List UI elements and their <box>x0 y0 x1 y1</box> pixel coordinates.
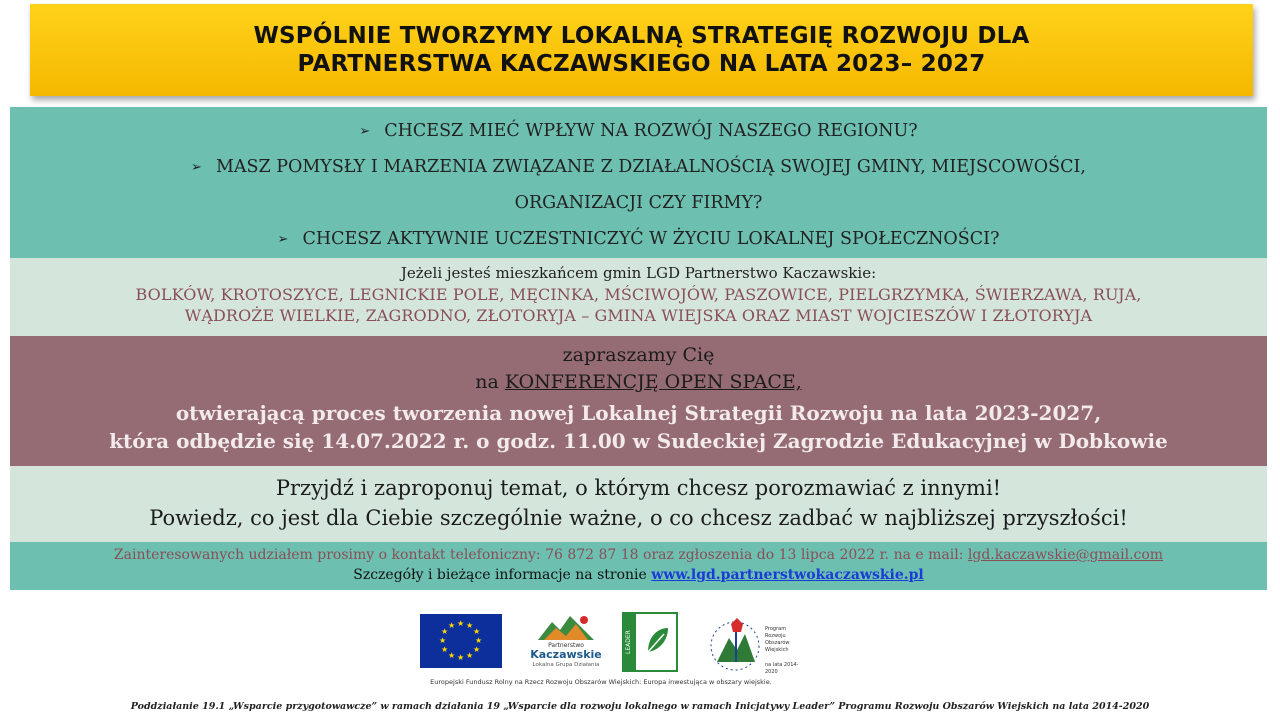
title-banner <box>30 4 1253 96</box>
invite-line-2 <box>10 371 1267 393</box>
question-2-text: MASZ POMYSŁY I MARZENIA ZWIĄZANE Z DZIAŁALNOŚCIĄ SWOJEJ GMINY, MIEJSCOWOŚCI, <box>215 157 1086 177</box>
pk-small-text: Partnerstwo <box>548 642 584 649</box>
question-2-continuation: ORGANIZACJI CZY FIRMY? <box>514 193 763 213</box>
encourage-panel <box>10 466 1267 542</box>
question-3-text: CHCESZ AKTYWNIE UCZESTNICZYĆ W ŻYCIU LOKALNEJ SPOŁECZNOŚCI? <box>302 229 1000 249</box>
contact-text: Zainteresowanych udziałem prosimy o kontakt telefoniczny: 76 872 87 18 oraz zgłoszenia do 13 lipca 2022 r. na e mail: <box>113 547 968 563</box>
eu-flag-icon: ★ ★ ★ ★ ★ ★ ★ ★ ★ ★ ★ ★ <box>420 614 502 668</box>
encourage-line-1: Przyjdź i zaproponuj temat, o którym chcesz porozmawiać z innymi! <box>275 476 1002 500</box>
invite-line-4: która odbędzie się 14.07.2022 r. o godz. 11.00 w Sudeckiej Zagrodzie Edukacyjnej w Dobkowie <box>109 429 1168 453</box>
pk-subtitle: Lokalna Grupa Działania <box>532 662 600 668</box>
question-1-text: CHCESZ MIEĆ WPŁYW NA ROZWÓJ NASZEGO REGIONU? <box>384 121 918 141</box>
title-line-2: PARTNERSTWA KACZAWSKIEGO NA LATA 2023– 2027 <box>297 51 986 77</box>
residents-panel <box>10 258 1267 336</box>
leaf-icon <box>644 626 670 656</box>
question-3 <box>10 229 1267 249</box>
arrow-bullet-icon: ➢ <box>191 160 202 175</box>
invite-line-3: otwierającą proces tworzenia nowej Lokalnej Strategii Rozwoju na lata 2023-2027, <box>175 401 1102 425</box>
arrow-bullet-icon: ➢ <box>277 232 289 247</box>
partnerstwo-kaczawskie-logo <box>528 614 604 674</box>
website-link[interactable]: www.lgd.partnerstwokaczawskie.pl <box>651 567 924 583</box>
invite-line-1: zapraszamy Cię <box>562 344 715 366</box>
prow-emblem-icon <box>705 614 767 674</box>
mountains-icon <box>538 614 594 640</box>
encourage-line-2: Powiedz, co jest dla Ciebie szczególnie ważne, o co chcesz zadbać w najbliższej przyszłości! <box>149 506 1128 530</box>
prow-logo <box>705 612 805 676</box>
efrrow-caption: Europejski Fundusz Rolny na Rzecz Rozwoju Obszarów Wiejskich: Europa inwestująca w obszary wiejskie. <box>430 678 772 686</box>
gminy-list-line-1: BOLKÓW, KROTOSZYCE, LEGNICKIE POLE, MĘCINKA, MŚCIWOJÓW, PASZOWICE, PIELGRZYMKA, ŚWIERZAWA, RUJA, <box>135 285 1142 304</box>
residents-intro: Jeżeli jesteś mieszkańcem gmin LGD Partnerstwo Kaczawskie: <box>400 264 877 282</box>
invite-line-2-prefix: na <box>475 371 505 393</box>
contact-line-2 <box>10 567 1267 583</box>
contact-line-1 <box>10 547 1267 563</box>
website-intro: Szczegóły i bieżące informacje na stronie <box>353 567 652 583</box>
question-1 <box>10 121 1267 141</box>
arrow-bullet-icon: ➢ <box>359 124 371 139</box>
leader-text: LEADER <box>625 630 632 654</box>
question-2 <box>10 157 1267 177</box>
prow-text: Program Rozwoju Obszarów Wiejskich na lata 2014-2020 <box>765 626 799 675</box>
event-name: KONFERENCJĘ OPEN SPACE, <box>504 371 802 393</box>
logos-row <box>420 612 800 682</box>
contact-panel <box>10 542 1267 590</box>
title-line-1: WSPÓLNIE TWORZYMY LOKALNĄ STRATEGIĘ ROZWOJU DLA <box>253 23 1030 49</box>
pk-name: Kaczawskie <box>530 648 602 661</box>
questions-panel <box>10 107 1267 258</box>
footer-note: Poddziałanie 19.1 „Wsparcie przygotowawcze” w ramach działania 19 „Wsparcie dla rozwoju lokalnego w ramach Inicjatywy Leader” Programu Rozwoju Obszarów Wiejskich na lata 2014-2020 <box>130 701 1150 712</box>
email-link[interactable]: lgd.kaczawskie@gmail.com <box>967 547 1164 563</box>
gminy-list-line-2: WĄDROŻE WIELKIE, ZAGRODNO, ZŁOTORYJA – GMINA WIEJSKA ORAZ MIAST WOJCIESZÓW I ZŁOTORYJA <box>184 306 1093 325</box>
invitation-panel <box>10 336 1267 466</box>
leader-logo <box>622 612 678 672</box>
